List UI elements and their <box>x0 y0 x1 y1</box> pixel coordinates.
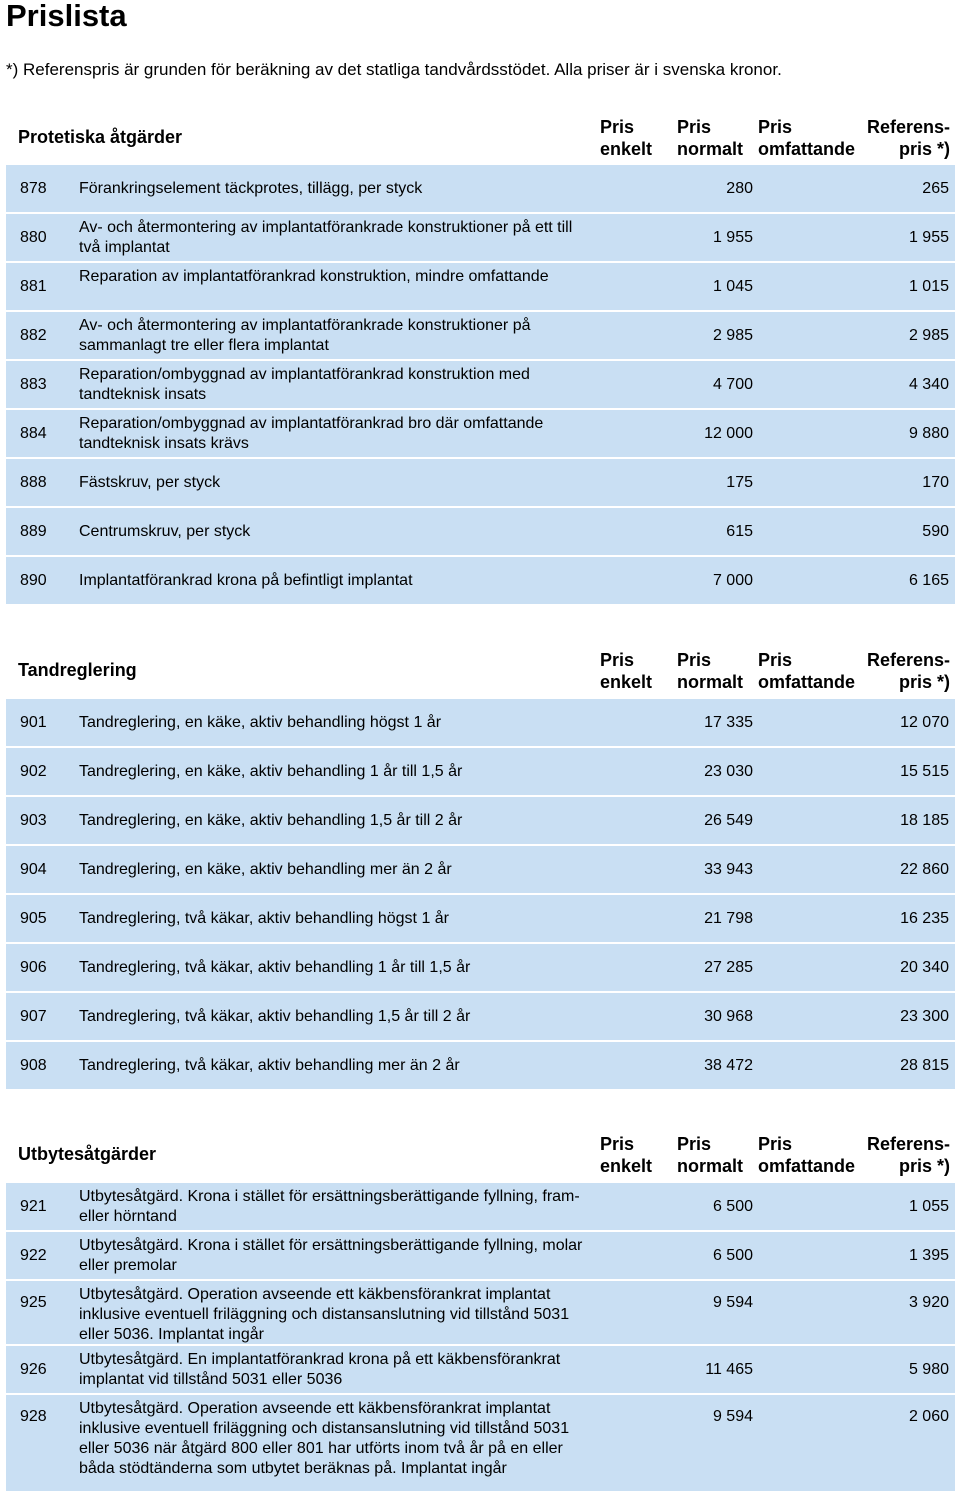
section-tandreglering <box>6 649 955 1091</box>
section-title: Protetiska åtgärder <box>18 127 183 147</box>
col-header-referenspris: Referens- pris *) <box>866 1134 950 1176</box>
table-row: 890 Implantatförankrad krona på befintligt implantat 7 000 6 165 <box>6 557 955 606</box>
table-row: 905 Tandreglering, två käkar, aktiv behandling högst 1 år 21 798 16 235 <box>6 895 955 944</box>
table-row: 928 Utbytesåtgärd. Operation avseende ett käkbensförankrat implantat inklusive eventuell friläggning och distansanslutning vid tillstånd 5031 eller 5036 när åtgärd 800 eller 801 har utförts inom två år på en eller båda stödtänderna som utbytet beräknas på. Implantat ingår 9 594 2 060 <box>6 1395 955 1493</box>
table-row: 925 Utbytesåtgärd. Operation avseende ett käkbensförankrat implantat inklusive eventuell friläggning och distansanslutning vid tillstånd 5031 eller 5036. Implantat ingår 9 594 3 920 <box>6 1281 955 1346</box>
table-row: 922 Utbytesåtgärd. Krona i stället för ersättningsberättigande fyllning, molar eller premolar 6 500 1 395 <box>6 1232 955 1281</box>
table-row: 902 Tandreglering, en käke, aktiv behandling 1 år till 1,5 år 23 030 15 515 <box>6 748 955 797</box>
col-header-enkelt: Pris enkelt <box>600 1134 653 1176</box>
col-header-referenspris: Referens- pris *) <box>866 117 950 159</box>
col-header-normalt: Pris normalt <box>677 650 744 692</box>
table-row: 903 Tandreglering, en käke, aktiv behandling 1,5 år till 2 år 26 549 18 185 <box>6 797 955 846</box>
table-row: 901 Tandreglering, en käke, aktiv behandling högst 1 år 17 335 12 070 <box>6 699 955 748</box>
col-header-enkelt: Pris enkelt <box>600 117 653 159</box>
col-header-omfattande: Pris omfattande <box>758 117 856 159</box>
col-header-normalt: Pris normalt <box>677 117 744 159</box>
section-header <box>6 649 955 699</box>
col-header-omfattande: Pris omfattande <box>758 1134 856 1176</box>
table-row: 908 Tandreglering, två käkar, aktiv behandling mer än 2 år 38 472 28 815 <box>6 1042 955 1091</box>
section-title: Tandreglering <box>18 660 137 680</box>
table-row: 878 Förankringselement täckprotes, tillägg, per styck 280 265 <box>6 165 955 214</box>
section-header <box>6 116 955 166</box>
reference-note: *) Referenspris är grunden för beräkning av det statliga tandvårdsstödet. Alla priser är i svenska kronor. <box>6 60 782 79</box>
table-row: 889 Centrumskruv, per styck 615 590 <box>6 508 955 557</box>
section-title: Utbytesåtgärder <box>18 1144 157 1164</box>
table-row: 926 Utbytesåtgärd. En implantatförankrad krona på ett käkbensförankrat implantat vid tillstånd 5031 eller 5036 11 465 5 980 <box>6 1346 955 1395</box>
col-header-omfattande: Pris omfattande <box>758 650 856 692</box>
table-row: 888 Fästskruv, per styck 175 170 <box>6 459 955 508</box>
col-header-normalt: Pris normalt <box>677 1134 744 1176</box>
table-row: 921 Utbytesåtgärd. Krona i stället för ersättningsberättigande fyllning, fram- eller hörntand 6 500 1 055 <box>6 1183 955 1232</box>
table-row: 883 Reparation/ombyggnad av implantatförankrad konstruktion med tandteknisk insats 4 700 4 340 <box>6 361 955 410</box>
table-row: 882 Av- och återmontering av implantatförankrade konstruktioner på sammanlagt tre eller flera implantat 2 985 2 985 <box>6 312 955 361</box>
table-row: 907 Tandreglering, två käkar, aktiv behandling 1,5 år till 2 år 30 968 23 300 <box>6 993 955 1042</box>
table-row: 880 Av- och återmontering av implantatförankrade konstruktioner på ett till två implantat 1 955 1 955 <box>6 214 955 263</box>
table-row: 906 Tandreglering, två käkar, aktiv behandling 1 år till 1,5 år 27 285 20 340 <box>6 944 955 993</box>
table-row: 881 Reparation av implantatförankrad konstruktion, mindre omfattande 1 045 1 015 <box>6 263 955 312</box>
col-header-enkelt: Pris enkelt <box>600 650 653 692</box>
col-header-referenspris: Referens- pris *) <box>866 650 950 692</box>
table-row: 884 Reparation/ombyggnad av implantatförankrad bro där omfattande tandteknisk insats krävs 12 000 9 880 <box>6 410 955 459</box>
section-utbytesatgarder <box>6 1133 955 1493</box>
section-header <box>6 1133 955 1183</box>
section-protetiska <box>6 116 955 606</box>
table-row: 904 Tandreglering, en käke, aktiv behandling mer än 2 år 33 943 22 860 <box>6 846 955 895</box>
page-title: Prislista <box>6 0 127 33</box>
